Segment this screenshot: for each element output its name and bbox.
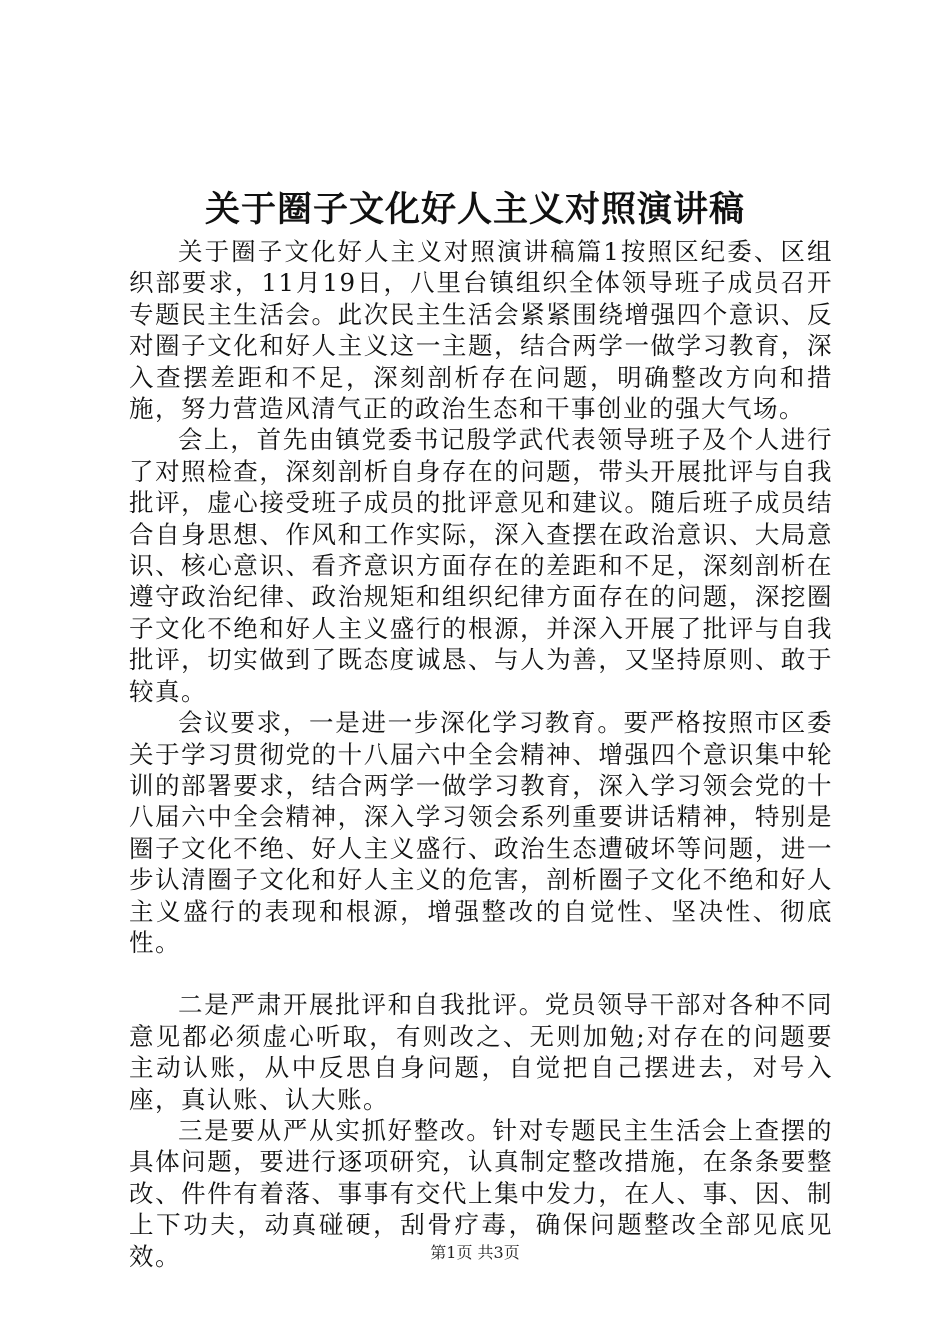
document-title: 关于圈子文化好人主义对照演讲稿 bbox=[204, 189, 745, 230]
page-number-footer: 第1页 共3页 bbox=[430, 1243, 520, 1262]
paragraph-1: 关于圈子文化好人主义对照演讲稿篇1按照区纪委、区组织部要求，11月19日，八里台镇组织全体领导班子成员召开专题民主生活会。此次民主生活会紧紧围绕增强四个意识、反对圈子文化和好人主义这一主题，结合两学一做学习教育，深入查摆差距和不足，深刻剖析存在问题，明确整改方向和措施，努力营造风清气正的政治生态和干事创业的强大气场。 bbox=[129, 237, 833, 424]
paragraph-4: 二是严肃开展批评和自我批评。党员领导干部对各种不同意见都必须虚心听取，有则改之、无则加勉;对存在的问题要主动认账，从中反思自身问题，自觉把自己摆进去，对号入座，真认账、认大账。 bbox=[129, 990, 833, 1114]
paragraph-5: 三是要从严从实抓好整改。针对专题民主生活会上查摆的具体问题，要进行逐项研究，认真制定整改措施，在条条要整改、件件有着落、事事有交代上集中发力，在人、事、因、制上下功夫，动真碰硬，刮骨疗毒，确保问题整改全部见底见效。 bbox=[129, 1115, 833, 1271]
document-body bbox=[129, 236, 833, 1272]
paragraph-2: 会上，首先由镇党委书记殷学武代表领导班子及个人进行了对照检查，深刻剖析自身存在的问题，带头开展批评与自我批评，虚心接受班子成员的批评意见和建议。随后班子成员结合自身思想、作风和工作实际，深入查摆在政治意识、大局意识、核心意识、看齐意识方面存在的差距和不足，深刻剖析在遵守政治纪律、政治规矩和组织纪律方面存在的问题，深挖圈子文化不绝和好人主义盛行的根源，并深入开展了批评与自我批评，切实做到了既态度诚恳、与人为善，又坚持原则、敢于较真。 bbox=[129, 425, 833, 706]
paragraph-3: 会议要求，一是进一步深化学习教育。要严格按照市区委关于学习贯彻党的十八届六中全会精神、增强四个意识集中轮训的部署要求，结合两学一做学习教育，深入学习领会党的十八届六中全会精神，深入学习领会系列重要讲话精神，特别是圈子文化不绝、好人主义盛行、政治生态遭破坏等问题，进一步认清圈子文化和好人主义的危害，剖析圈子文化不绝和好人主义盛行的表现和根源，增强整改的自觉性、坚决性、彻底性。 bbox=[129, 708, 833, 957]
